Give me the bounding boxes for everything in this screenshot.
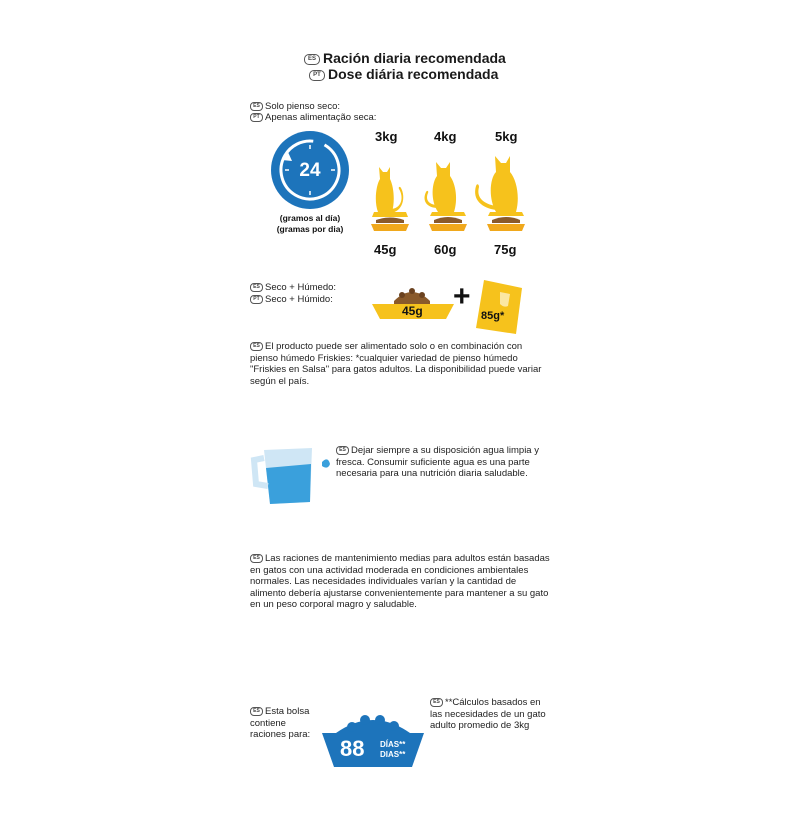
es-badge: ES — [336, 446, 349, 455]
dry-only-es-label: Solo pienso seco: — [265, 101, 340, 112]
caption-pt: (gramas por dia) — [276, 224, 344, 234]
note-paragraph — [250, 341, 550, 387]
water-jug-icon — [250, 446, 336, 508]
pt-badge: PT — [250, 295, 263, 304]
weight-label: 5kg — [495, 129, 518, 144]
footnote-text: **Cálculos basados en las necesidades de un gato adulto promedio de 3kg — [430, 697, 546, 731]
bowl-days-icon — [320, 711, 426, 769]
grams-label: 45g — [374, 242, 397, 257]
title-pt: Dose diária recomendada — [328, 66, 499, 82]
title-es-row — [304, 50, 506, 66]
es-badge: ES — [250, 554, 263, 563]
mixed-pt-label: Seco + Húmido: — [265, 294, 333, 305]
bag-text: Esta bolsa contiene raciones para: — [250, 706, 311, 740]
caption-es: (gramos al día) — [279, 213, 341, 223]
clock-value: 24 — [299, 160, 321, 181]
weight-label: 4kg — [434, 129, 457, 144]
mixed-dry-grams: 45g — [402, 304, 423, 318]
dry-only-es-label-row — [250, 101, 340, 113]
es-badge: ES — [250, 342, 263, 351]
maintenance-paragraph — [250, 553, 550, 611]
title-es: Ración diaria recomendada — [323, 50, 506, 66]
note-text: El producto puede ser alimentado solo o en combinación con pienso húmedo Friskies: *cualquier variedad de pienso húmedo "Friskies en Salsa" para gatos adultos. La disponibilidad puede variar según el país. — [250, 341, 542, 387]
plus-icon: + — [453, 280, 471, 313]
es-badge: ES — [304, 54, 320, 65]
cat-5kg-icon — [470, 146, 532, 239]
es-badge: ES — [250, 283, 263, 292]
pt-badge: PT — [309, 70, 325, 81]
es-badge: ES — [250, 102, 263, 111]
weight-label: 3kg — [375, 129, 398, 144]
bag-label — [250, 706, 320, 741]
es-badge: ES — [430, 698, 443, 707]
title-pt-row — [309, 66, 498, 82]
days-es: DÍAS** — [380, 740, 406, 749]
wet-pouch-icon — [474, 278, 526, 336]
mixed-wet-grams: 85g* — [481, 310, 505, 322]
mixed-pt-label-row — [250, 294, 333, 306]
pt-badge: PT — [250, 113, 263, 122]
es-badge: ES — [250, 707, 263, 716]
grams-label: 75g — [494, 242, 517, 257]
dry-only-pt-label-row — [250, 112, 376, 124]
cat-4kg-icon — [420, 152, 474, 239]
mixed-es-label-row — [250, 282, 336, 294]
bag-footnote — [430, 697, 552, 732]
maintenance-text: Las raciones de mantenimiento medias para adultos están basadas en gatos con una actividad moderada en condiciones ambientales normales. Las necesidades individuales varían y la cantidad de alimento debería ajustarse convenientemente para mantener a su gato en un peso corporal magro y saludable. — [250, 553, 550, 610]
dry-only-pt-label: Apenas alimentação seca: — [265, 112, 377, 123]
clock-24h-icon — [268, 130, 352, 210]
cat-3kg-icon — [368, 157, 416, 239]
water-text: Dejar siempre a su disposición agua limpia y fresca. Consumir suficiente agua es una parte necesaria para una nutrición diaria saludable. — [336, 445, 539, 479]
water-paragraph — [336, 445, 550, 480]
mixed-es-label: Seco + Húmedo: — [265, 282, 337, 293]
days-pt: DIAS** — [380, 750, 406, 759]
grams-label: 60g — [434, 242, 457, 257]
days-number: 88 — [340, 736, 365, 761]
